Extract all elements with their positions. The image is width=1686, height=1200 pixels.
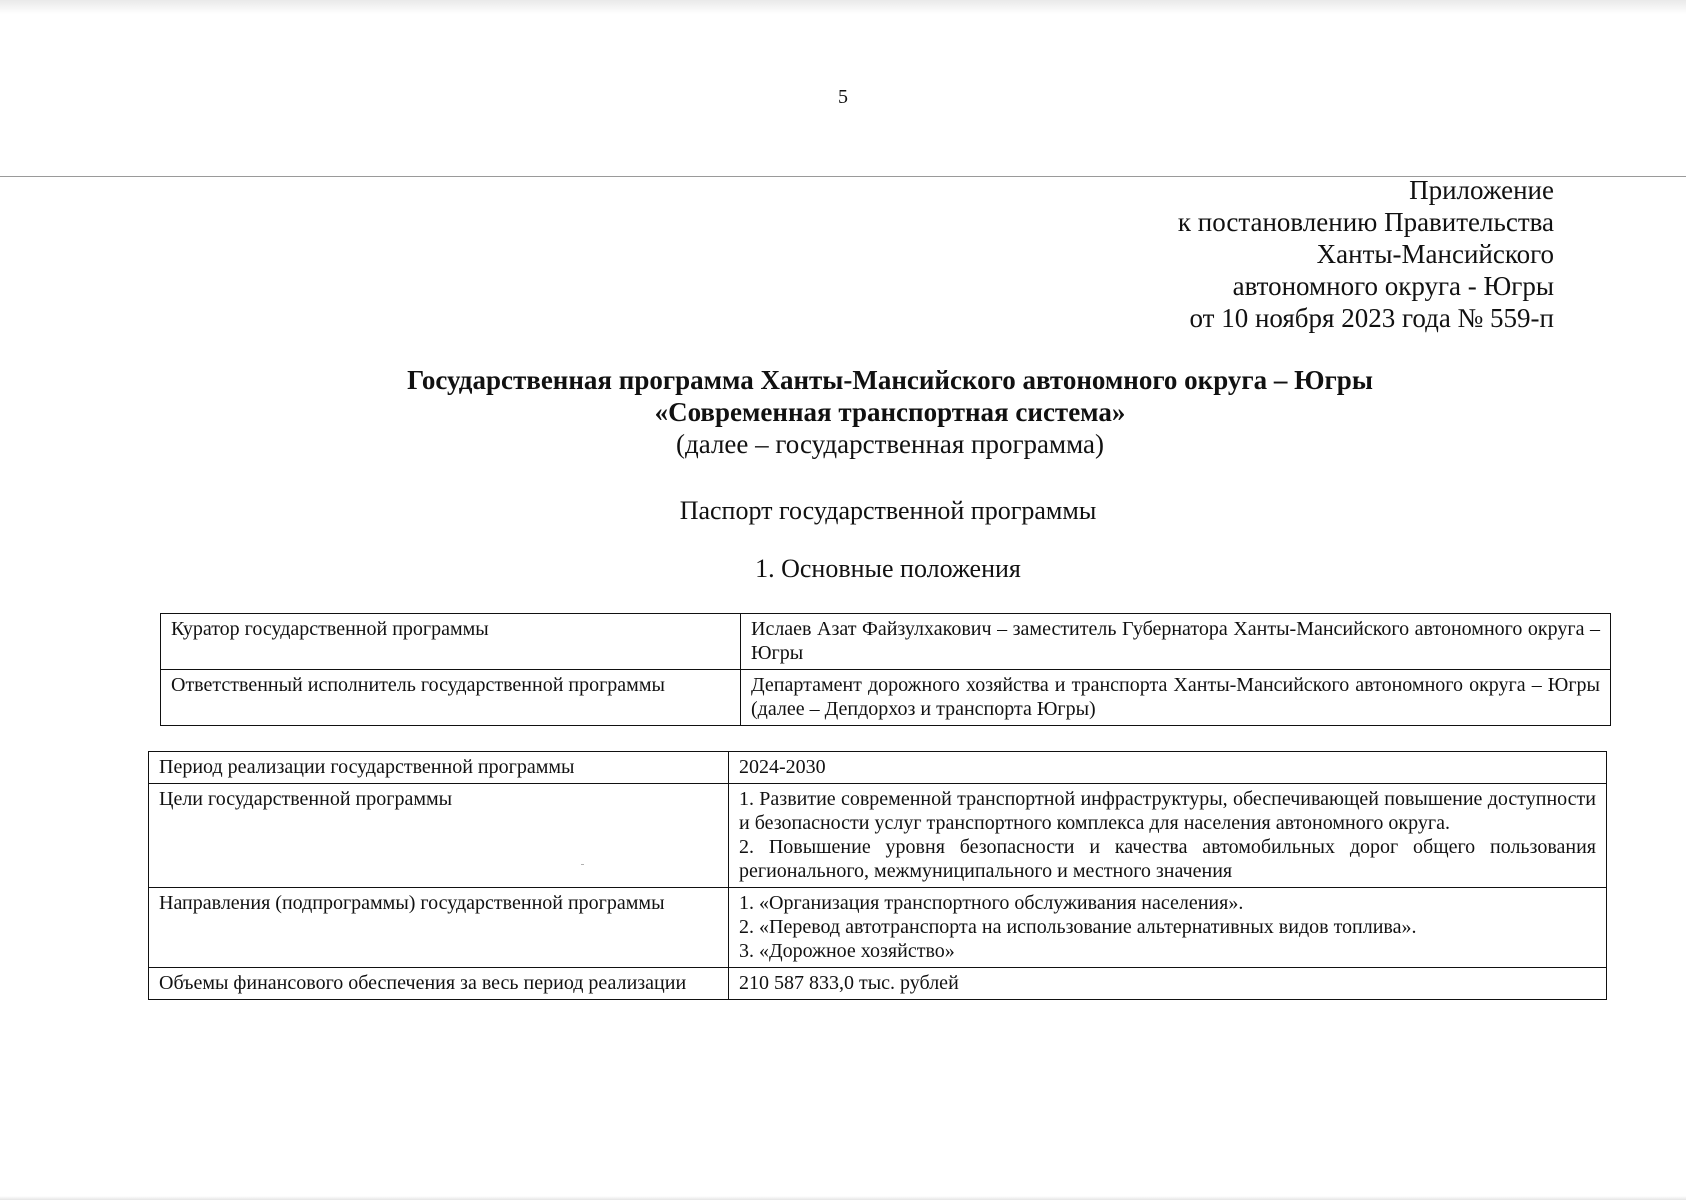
appendix-line: Приложение	[1409, 175, 1554, 205]
row-label: Период реализации государственной программы	[149, 752, 729, 784]
row-label: Направления (подпрограммы) государственной программы	[149, 888, 729, 968]
scan-top-edge	[0, 0, 1686, 14]
table-row	[149, 784, 1607, 888]
program-heading	[0, 364, 1686, 460]
row-value	[729, 888, 1607, 968]
appendix-line: автономного округа - Югры	[1232, 271, 1554, 301]
page-number: 5	[838, 86, 848, 108]
table-row	[149, 752, 1607, 784]
row-label: Куратор государственной программы	[161, 614, 741, 670]
main-provisions-table-part-1	[160, 613, 1611, 726]
appendix-line: Ханты-Мансийского	[1316, 239, 1554, 269]
table-row	[161, 670, 1611, 726]
scan-bottom-edge	[0, 1196, 1686, 1200]
row-label: Ответственный исполнитель государственной программы	[161, 670, 741, 726]
row-value	[729, 784, 1607, 888]
goal-item: 2. Повышение уровня безопасности и качества автомобильных дорог общего пользования регионального, межмуниципального и местного значения	[739, 836, 1596, 882]
goal-item: 1. Развитие современной транспортной инфраструктуры, обеспечивающей повышение доступности и безопасности услуг транспортного комплекса для населения автономного округа.	[739, 788, 1596, 834]
program-subtitle: (далее – государственная программа)	[676, 429, 1104, 459]
appendix-block	[1178, 174, 1554, 334]
row-label: Цели государственной программы	[149, 784, 729, 888]
row-value: Ислаев Азат Файзулхакович – заместитель Губернатора Ханты-Мансийского автономного округа – Югры	[741, 614, 1611, 670]
appendix-line: к постановлению Правительства	[1177, 207, 1554, 237]
row-value: 210 587 833,0 тыс. рублей	[729, 968, 1607, 1000]
subprogram-item: 2. «Перевод автотранспорта на использование альтернативных видов топлива».	[739, 916, 1417, 938]
section-title: 1. Основные положения	[755, 554, 1021, 583]
table-row	[149, 968, 1607, 1000]
subprogram-item: 3. «Дорожное хозяйство»	[739, 940, 955, 962]
passport-title: Паспорт государственной программы	[679, 496, 1097, 525]
table-row	[161, 614, 1611, 670]
subprogram-item: 1. «Организация транспортного обслуживания населения».	[739, 892, 1244, 914]
scan-speck	[581, 864, 584, 865]
appendix-line: от 10 ноября 2023 года № 559-п	[1189, 303, 1554, 333]
table-row	[149, 888, 1607, 968]
main-provisions-table-part-2	[148, 751, 1607, 1000]
program-title-line-2: «Современная транспортная система»	[654, 397, 1126, 427]
row-label: Объемы финансового обеспечения за весь период реализации	[149, 968, 729, 1000]
row-value: 2024-2030	[729, 752, 1607, 784]
program-title-line-1: Государственная программа Ханты-Мансийского автономного округа – Югры	[407, 365, 1373, 395]
row-value: Департамент дорожного хозяйства и транспорта Ханты-Мансийского автономного округа – Югры (далее – Депдорхоз и транспорта Югры)	[741, 670, 1611, 726]
